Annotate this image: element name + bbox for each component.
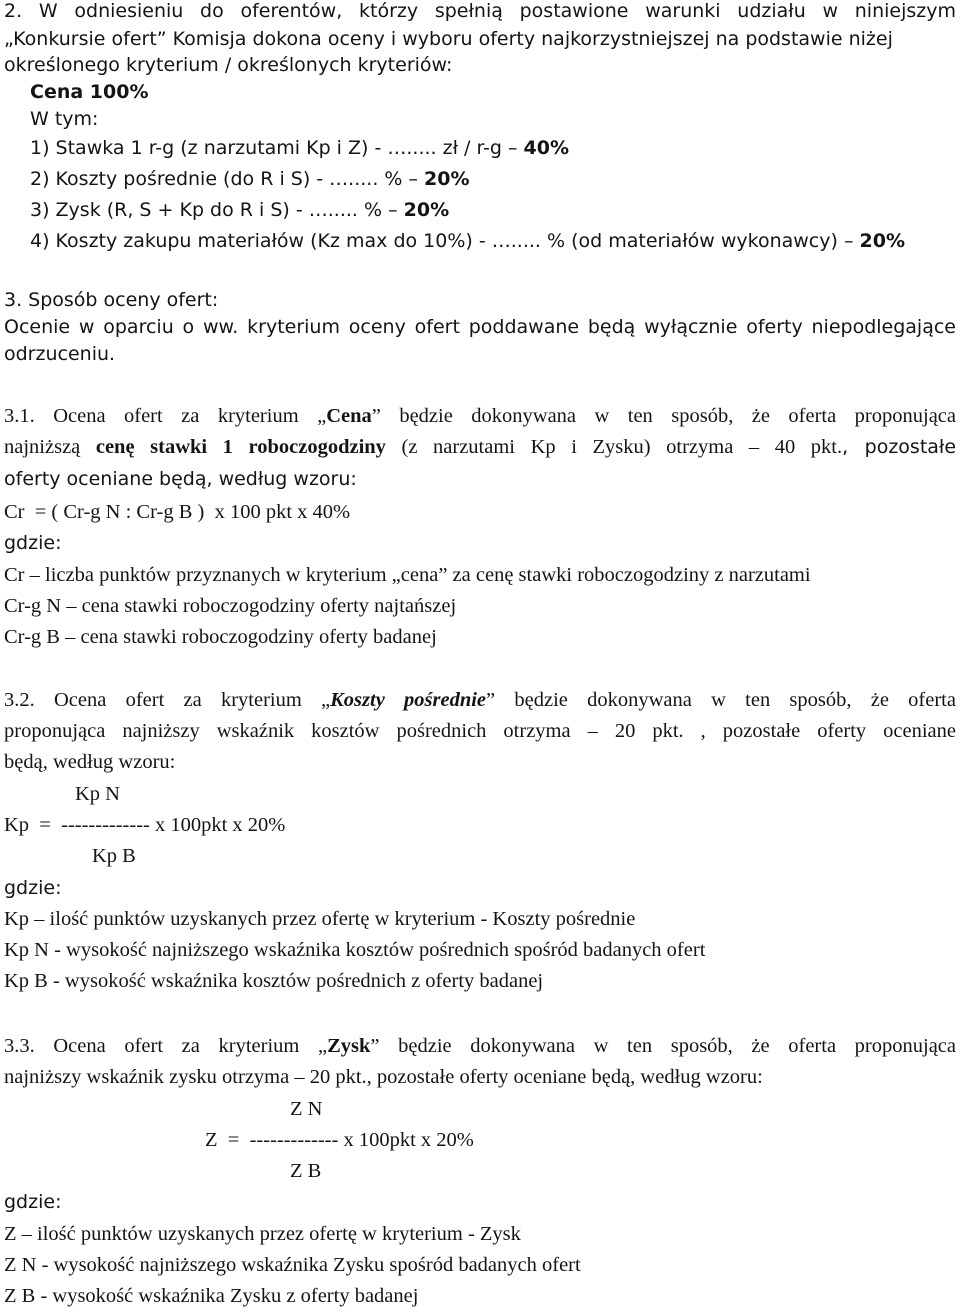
s32-criterion-name: Koszty pośrednie (330, 689, 487, 711)
criterion-item-text: 1) Stawka 1 r-g (z narzutami Kp i Z) - …..... zł / r-g – (30, 137, 524, 159)
s31-line3: oferty oceniane będą, według wzoru: (4, 468, 357, 490)
s31-line1 (4, 403, 956, 429)
s33-denominator: Z B (290, 1160, 322, 1182)
section2-intro-line1: 2. W odniesieniu do oferentów, którzy spełnią postawione warunki udziału w niniejszym (4, 0, 956, 22)
criterion-item-4 (30, 228, 905, 254)
s31-def-1: Cr – liczba punktów przyznanych w kryterium „cena” za cenę stawki roboczogodziny z narzutami (4, 564, 811, 586)
s33-text-a: 3.3. Ocena ofert za kryterium „ (4, 1035, 328, 1057)
s32-numerator: Kp N (75, 783, 120, 805)
s32-formula: Kp = ------------- x 100pkt x 20% (4, 814, 286, 836)
s33-gdzie: gdzie: (4, 1191, 62, 1213)
s32-line3: będą, według wzoru: (4, 751, 176, 773)
s33-formula: Z = ------------- x 100pkt x 20% (205, 1129, 474, 1151)
section3-intro-line2: odrzuceniu. (4, 343, 116, 365)
section2-intro-line2: „Konkursie ofert” Komisja dokona oceny i wyboru oferty najkorzystniejszej na podstawie niżej (4, 28, 893, 50)
s33-line1 (4, 1033, 956, 1059)
s32-gdzie: gdzie: (4, 877, 62, 899)
cena-weight-label: Cena 100% (30, 81, 149, 103)
criterion-item-text: 2) Koszty pośrednie (do R i S) - …..... % – (30, 168, 425, 190)
criterion-item-1 (30, 135, 569, 161)
s32-line1 (4, 687, 956, 713)
w-tym-label: W tym: (30, 108, 99, 130)
s31-formula: Cr = ( Cr-g N : Cr-g B ) x 100 pkt x 40% (4, 501, 351, 523)
criterion-item-pct: 20% (424, 168, 470, 190)
s31-criterion-name: Cena (326, 405, 372, 427)
criterion-item-text: 3) Zysk (R, S + Kp do R i S) - …..... % – (30, 199, 404, 221)
section3-heading: 3. Sposób oceny ofert: (4, 289, 219, 311)
s32-text-c: ” będzie dokonywana w ten sposób, że oferta (486, 689, 956, 711)
s32-def-2: Kp N - wysokość najniższego wskaźnika kosztów pośrednich spośród badanych ofert (4, 939, 706, 961)
criterion-item-pct: 20% (859, 230, 905, 252)
s32-def-3: Kp B - wysokość wskaźnika kosztów pośrednich z oferty badanej (4, 970, 544, 992)
s31-line2 (4, 434, 956, 460)
section2-intro-line3: określonego kryterium / określonych kryteriów: (4, 54, 453, 76)
s31-text-c: ” będzie dokonywana w ten sposób, że oferta proponująca (371, 405, 957, 427)
s33-def-3: Z B - wysokość wskaźnika Zysku z oferty badanej (4, 1285, 419, 1307)
s32-def-1: Kp – ilość punktów uzyskanych przez ofertę w kryterium - Koszty pośrednie (4, 908, 636, 930)
s31-text-a: najniższą (4, 436, 96, 458)
s32-denominator: Kp B (92, 845, 136, 867)
criterion-item-pct: 20% (403, 199, 450, 221)
criterion-item-3 (30, 197, 449, 223)
s33-def-1: Z – ilość punktów uzyskanych przez ofertę w kryterium - Zysk (4, 1223, 521, 1245)
s31-def-2: Cr-g N – cena stawki roboczogodziny oferty najtańszej (4, 595, 457, 617)
s33-line2: najniższy wskaźnik zysku otrzyma – 20 pkt., pozostałe oferty oceniane będą, według wzoru: (4, 1066, 763, 1088)
criterion-item-2 (30, 166, 470, 192)
s33-criterion-name: Zysk (327, 1035, 371, 1057)
s31-text-c: (z narzutami Kp i Zysku) otrzyma – 40 pkt. (385, 436, 843, 458)
s31-text-d: , pozostałe (842, 436, 957, 458)
criterion-item-text: 4) Koszty zakupu materiałów (Kz max do 10%) - …..... % (od materiałów wykonawcy) – (30, 230, 860, 252)
s33-numerator: Z N (290, 1098, 323, 1120)
s33-text-c: ” będzie dokonywana w ten sposób, że oferta proponująca (370, 1035, 956, 1057)
s32-text-a: 3.2. Ocena ofert za kryterium „ (4, 689, 331, 711)
s31-bold-term: cenę stawki 1 roboczogodziny (95, 436, 386, 458)
s33-def-2: Z N - wysokość najniższego wskaźnika Zysku spośród badanych ofert (4, 1254, 581, 1276)
s31-text-a: 3.1. Ocena ofert za kryterium „ (4, 405, 327, 427)
section3-intro-line1: Ocenie w oparciu o ww. kryterium oceny ofert poddawane będą wyłącznie oferty niepodlegające (4, 316, 956, 338)
s31-gdzie: gdzie: (4, 532, 62, 554)
criterion-item-pct: 40% (523, 137, 570, 159)
s31-def-3: Cr-g B – cena stawki roboczogodziny oferty badanej (4, 626, 437, 648)
s32-line2: proponująca najniższy wskaźnik kosztów pośrednich otrzyma – 20 pkt. , pozostałe oferty oceniane (4, 720, 956, 742)
